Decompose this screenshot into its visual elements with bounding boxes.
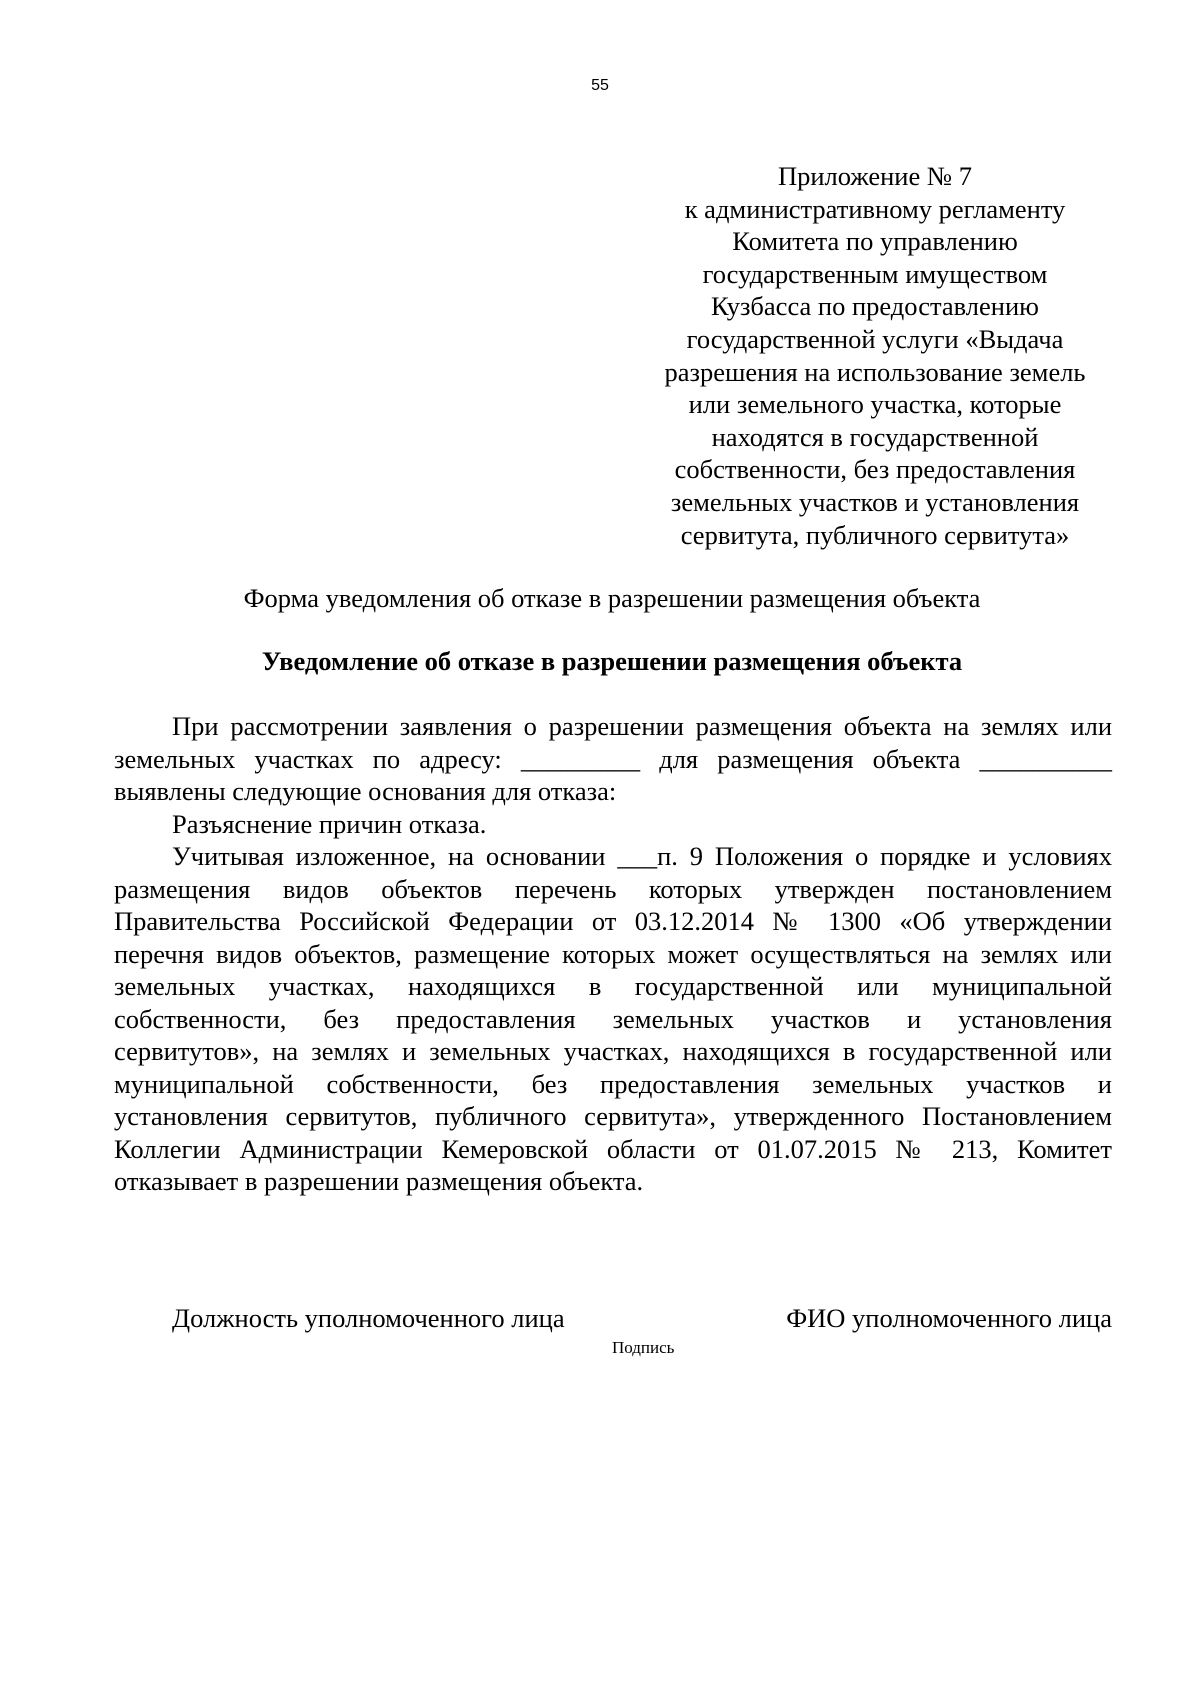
appendix-line: Приложение № 7	[777, 161, 972, 191]
body-line: муниципальной собственности, без предоставления земельных участков и	[114, 1068, 1112, 1099]
name-label: ФИО уполномоченного лица	[786, 1303, 1112, 1333]
body-line: Разъяснение причин отказа.	[172, 808, 487, 839]
body-line: перечня видов объектов, размещение которых может осуществляться на землях или	[114, 938, 1112, 969]
notice-title: Уведомление об отказе в разрешении размещения объекта	[261, 646, 963, 676]
position-label: Должность уполномоченного лица	[172, 1303, 565, 1333]
appendix-line: Кузбасса по предоставлению	[711, 291, 1039, 322]
body-line: Учитывая изложенное, на основании ___п. 9 Положения о порядке и условиях	[172, 841, 1112, 871]
body-line: земельных участках, находящихся в государственной или муниципальной	[114, 971, 1112, 1001]
page-number: 55	[591, 77, 609, 94]
appendix-line: или земельного участка, которые	[688, 389, 1062, 420]
body-line: размещения видов объектов перечень которых утвержден постановлением	[114, 873, 1112, 904]
body-line: сервитутов», на землях и земельных участках, находящихся в государственной или	[114, 1036, 1112, 1066]
appendix-line: земельных участков и установления	[670, 486, 1080, 517]
body-line: При рассмотрении заявления о разрешении размещения объекта на землях или	[172, 711, 1112, 741]
signature-caption: Подпись	[612, 1338, 675, 1357]
appendix-line: Комитета по управлению	[732, 226, 1018, 257]
notice-body	[114, 710, 1112, 1198]
body-line: собственности, без предоставления земельных участков и установления	[114, 1003, 1112, 1034]
form-title: Форма уведомления об отказе в разрешении размещения объекта	[243, 583, 981, 613]
body-line: выявлены следующие основания для отказа:	[114, 776, 617, 806]
appendix-line: государственной услуги «Выдача	[686, 323, 1064, 354]
appendix-header	[640, 160, 1110, 551]
body-line: Правительства Российской Федерации от 03.12.2014 № 1300 «Об утверждении	[114, 906, 1112, 936]
appendix-line: к административному регламенту	[684, 193, 1066, 224]
body-line: земельных участках по адресу: _________ для размещения объекта __________	[114, 743, 1112, 774]
body-line: Коллегии Администрации Кемеровской области от 01.07.2015 № 213, Комитет	[114, 1133, 1112, 1164]
appendix-line: государственным имуществом	[702, 258, 1048, 289]
body-line: отказывает в разрешении размещения объекта.	[114, 1166, 644, 1196]
body-line: установления сервитутов, публичного сервитута», утвержденного Постановлением	[114, 1101, 1112, 1131]
appendix-line: разрешения на использование земель	[664, 356, 1086, 387]
appendix-line: сервитута, публичного сервитута»	[680, 519, 1070, 550]
appendix-line: собственности, без предоставления	[674, 454, 1076, 485]
appendix-line: находятся в государственной	[711, 421, 1039, 452]
